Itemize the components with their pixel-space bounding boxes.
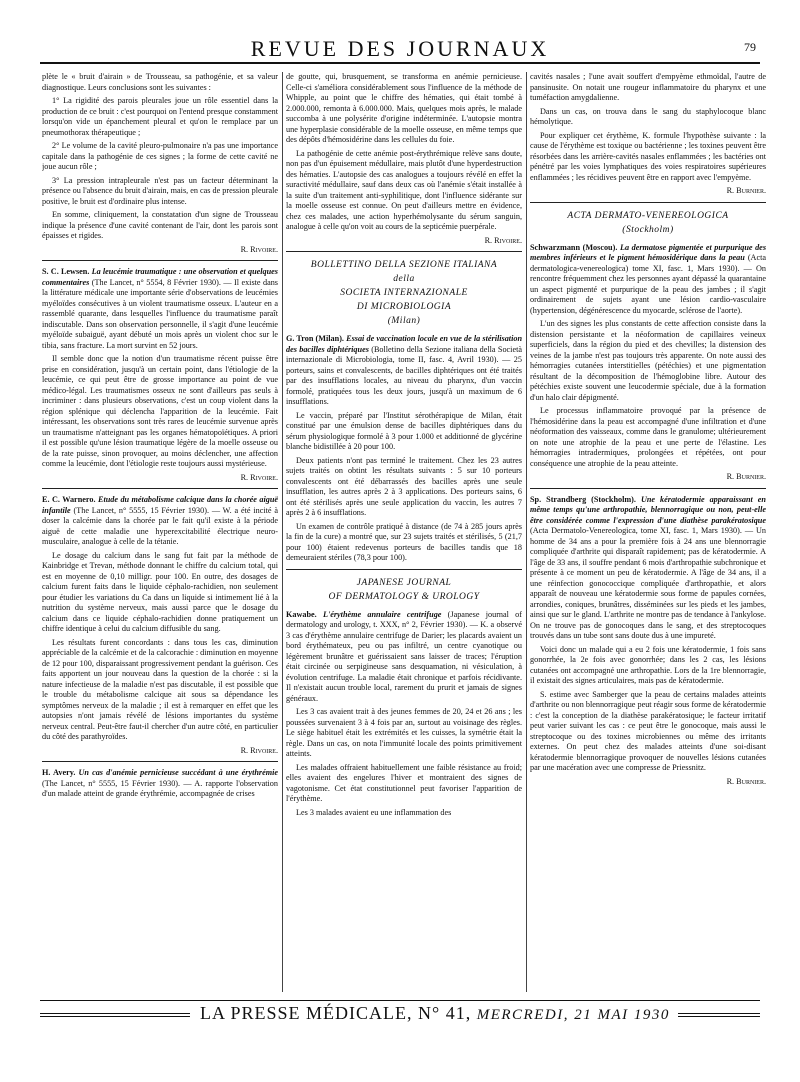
- signature: R. Rivoire.: [484, 235, 522, 245]
- signature: R. Burnier.: [726, 776, 766, 786]
- paragraph: plète le « bruit d'airain » de Trousseau, sa pathogénie, et sa valeur diagnostique. Leurs conclusions sont les suivantes :: [42, 72, 278, 92]
- article-title: Une kératodermie apparaissant en même temps qu'une arthropathie, blennorragique ou non, peut-elle être considérée comme l'expression d'une diathèse parakératosique: [530, 494, 766, 525]
- paragraph: S. estime avec Samberger que la peau de certains malades atteints d'arthrite ou non blennorragique peut réagir sous forme de kératodermie : c'est la conception de la diathèse parakératosique; le facteur irritatif peut varier suivant les cas : ce peut être le gonocoque, mais aussi le streptocoque ou des toxines microbiennes ou même des irritants externes. On peut chez des malades atteints d'une soi-disant kératodermie blennorragique provoquer de nouvelles lésions cutanées par une macération avec une compresse de Priessnitz.: [530, 689, 766, 772]
- paragraph: Les 3 cas avaient trait à des jeunes femmes de 20, 24 et 26 ans ; les poussées survenaient 3 à 4 fois par an, surtout au voisinage des règles. Le siège habituel était les extrémités et les cuisses, la symétrie était la règle. Dans un cas, on nota l'immunité locale des points primitivement atteints.: [286, 707, 522, 758]
- paragraph: cavités nasales ; l'une avait souffert d'empyème ethmoïdal, l'autre de pansinusite. On notait une rougeur inflammatoire du pharynx et une tuméfaction amygdalienne.: [530, 72, 766, 102]
- section-heading-bollettino: BOLLETTINO DELLA SEZIONE ITALIANA della SOCIETA INTERNAZIONALE DI MICROBIOLOGIA (Milan): [310, 260, 498, 326]
- article-divider: [42, 488, 278, 489]
- column-left: [42, 72, 278, 992]
- journal-section-title: REVUE DES JOURNAUX: [250, 36, 550, 61]
- column-middle: [286, 72, 522, 992]
- signature: R. Rivoire.: [240, 244, 278, 254]
- column-divider: [282, 72, 283, 992]
- footer-rule: [678, 1013, 760, 1017]
- article-lewsen: [42, 267, 278, 351]
- column-divider: [526, 72, 527, 992]
- article-author: Kawabe.: [286, 609, 317, 619]
- footer-issue-number: 41,: [445, 1003, 472, 1023]
- section-heading-japanese-journal: JAPANESE JOURNAL OF DERMATOLOGY & UROLOGY: [328, 577, 480, 602]
- paragraph: Il semble donc que la notion d'un traumatisme récent puisse être prise en considération, jusqu'à un certain point, dans l'étiologie de la leucémie, ce qui peut être de grosse importance au point de vue médico-légal. Les traumatismes osseux ne sont d'ailleurs pas seuls à incriminer : dans plusieurs observations, c'est un coup violent dans la région splénique qui déclencha l'apparition de la leucémie. Fait intéressant, les observations sont très rares de leucémie survenue après un traumatisme n'atteignant pas les organes hématopoïétiques. A priori il est possible qu'une lésion traumatique légère de la moelle osseuse ou de la rate puisse, sinon provoquer, au moins déclencher, une affection comme la leucémie, dont l'étiologie reste toujours aussi mystérieuse.: [42, 354, 278, 468]
- page-header: [40, 30, 760, 64]
- article-title: Un cas d'anémie pernicieuse succédant à une érythrémie: [78, 768, 278, 777]
- article-body: (Bolletino della Sezione italiana della Società internazionale di Microbiologia, tome II, fasc. 4, Avril 1930). — 25 porteurs, sains et convalescents, de bacilles diphtériques ont été traités par des insufflations locales, au niveau du pharynx, d'un vaccin formolé, pratiquées tous les deux jours, jusqu'à un maximum de 6 insufflations.: [286, 344, 522, 406]
- article-divider: [530, 488, 766, 489]
- paragraph: Deux patients n'ont pas terminé le traitement. Chez les 23 autres sujets traités on obtint les résultats suivants : 5 sur 10 porteurs convalescents ont été débarrassés des bacilles après une seule insufflation, les autres après 2 à 3 applications. Des porteurs sains, 6 ont été stérilisés après une seule application du vaccin, les autres 7 après 2 à 6 insufflations.: [286, 455, 522, 517]
- article-divider: [42, 260, 278, 261]
- article-body: (Japanese journal of dermatology and urology, t. XXX, n° 2, Février 1930). — K. a observé 3 cas d'érythème annulaire centrifuge de Darier; les placards avaient un bord érythémateux, peu ou pas infiltré, un centre cyanotique ou légèrement brunâtre et guérissaient sans laisser de traces; l'éruption était circinée ou serpigineuse sans desquamation, ni vésiculation, à évolution centrifuge. La maladie était chronique et parfois récidivante. Il n'existait aucun trouble local, rarement du prurit et jamais de signes généraux.: [286, 609, 522, 703]
- signature: R. Rivoire.: [240, 472, 278, 482]
- article-strandberg: [530, 495, 766, 642]
- paragraph: 2° Le volume de la cavité pleuro-pulmonaire n'a pas une importance capitale dans la pathogénie de ces signes ; la forme de cette cavité ne joue aucun rôle ;: [42, 141, 278, 171]
- article-title: La dermatose pigmentée et purpurique des membres inférieurs et le pigment hémosidérique dans la peau: [530, 242, 766, 262]
- article-author: Schwarzmann (Moscou).: [530, 242, 618, 252]
- paragraph: Voici donc un malade qui a eu 2 fois une kératodermie, 1 fois sans gonorrhée, la 2e fois avec gonorrhée; dans les 2 cas, les lésions cutanées ont accompagné une arthropathie. Lors de la 1re blennorragie, il existait des signes articulaires, mais pas de kératodermie.: [530, 644, 766, 685]
- footer-rule: [40, 1013, 190, 1017]
- page-footer: [40, 1000, 760, 1023]
- paragraph: Pour expliquer cet érythème, K. formule l'hypothèse suivante : la cause de l'érythème est toxique ou bactérienne ; les toxines peuvent être résorbées dans les arrière-cavités nasales enflammées ; les bactéries ont pénétré par les voies lymphatiques des voies respiratoires supérieures enflammées ; les récidives peuvent être en rapport avec l'empyème.: [530, 130, 766, 182]
- paragraph: Le vaccin, préparé par l'Institut sérothérapique de Milan, était constitué par une émulsion dense de bacilles diphtériques dans du sérum physiologique formolé à 3 pour 1.000 et additionné de glycérine blanche bidistillée à 20 pour 100.: [286, 410, 522, 451]
- article-author: S. C. Lewsen.: [42, 267, 90, 276]
- paragraph: Un examen de contrôle pratiqué à distance (de 74 à 285 jours après la fin de la cure) a montré que, sur 23 sujets traités et stérilisés, 5 (21,7 pour 100) étaient redevenus porteurs de bacilles tandis que 18 demeuraient stériles (78,3 pour 100).: [286, 521, 522, 562]
- paragraph: 3° La pression intrapleurale n'est pas un facteur déterminant la présence ou l'absence du bruit d'airain, mais, en cas de pression pleurale positive, le bruit est d'ordinaire plus intense.: [42, 175, 278, 206]
- section-divider: [286, 569, 522, 570]
- article-author: G. Tron (Milan).: [286, 334, 344, 343]
- article-author: E. C. Warnero.: [42, 495, 96, 504]
- article-body: (The Lancet, n° 5555, 15 Février 1930). — W. a été incité à doser la calcémie dans la chorée par le fait qu'il existe à la période aiguë de cette maladie une hyperexcitabilité électrique neuro-musculaire, analogue à celle de la tétanie.: [42, 505, 278, 546]
- footer-masthead: [200, 1003, 670, 1024]
- article-body: (Acta Dermatolo-Venereologica, tome XI, fasc. 1, Mars 1930). — Un homme de 34 ans a pour la première fois à 24 ans une blennorragie compliquée d'arthrite qui disparaît rapidement; pas de kératodermie. A l'âge de 33 ans, il souffre pendant 6 mois d'arthropathie subchronique et présente à ce moment un peu de kératodermie. A l'âge de 34 ans, il a une réinfection gonococcique compliquée d'arthropathie, et alors apparaît de nouveau une kératodermie sous forme de papules cornées, arrondies, coniques, brunâtres, disséminées sur les pieds et les jambes, ainsi que sur le gland. L'arthrite ne montre pas de tendance à l'ankylose. On ne trouve pas de gonocoques dans le sang, et des streptocoques trouvés dans un tube sont sans doute dus à une impureté.: [530, 526, 766, 640]
- paragraph: Les malades offraient habituellement une faible résistance au froid; elles avaient des engelures l'hiver et montraient des signes de vagotonisme. Cet état constitutionnel peut favoriser l'apparition de l'érythème.: [286, 762, 522, 803]
- page-number: 79: [744, 40, 756, 54]
- signature: R. Burnier.: [726, 472, 766, 481]
- article-avery: [42, 768, 278, 800]
- column-right: [530, 72, 766, 992]
- article-kawabe: [286, 610, 522, 705]
- section-divider: [286, 251, 522, 252]
- article-body: (The Lancet, n° 5555, 15 Février 1930). — A. rapporte l'observation d'un malade atteint de grande érythrémie, accompagnée de crises: [42, 778, 278, 798]
- paragraph: La pathogénie de cette anémie post-érythrémique relève sans doute, non pas d'un épuisement médullaire, mais plutôt d'une hyperdestruction des hématies. L'autopsie des cas analogues a toujours révélé en effet la suractivité médullaire, sauf dans deux cas où l'anémie s'était installée à la suite d'un traitement anti-syphilitique, dont l'influence sidérante sur la moelle osseuse est connue. On peut d'ailleurs mettre en évidence, chez ces malades, une action hyperhémolysante du sérum sanguin, analogue à celle qu'on voit au cours de la septicémie puerpérale.: [286, 148, 522, 231]
- article-body: (The Lancet, n° 5554, 8 Février 1930). — Il existe dans la littérature médicale une importante série d'observations de leucémies myéloïdes consécutives à un violent traumatisme osseux. L'auteur en a rassemblé quarante, dans lesquelles l'influence du traumatisme paraît indiscutable. Dans son observation personnelle, il s'agit d'une leucémie myéloïde subaiguë, ayant débuté un mois après un violent choc sur le tibia, sans fracture. La mort survint en 52 jours.: [42, 277, 278, 350]
- article-warnero: [42, 495, 278, 548]
- article-author: H. Avery.: [42, 768, 76, 777]
- article-title: Etude du métabolisme calcique dans la chorée aiguë infantile: [42, 495, 278, 515]
- paragraph: 1° La rigidité des parois pleurales joue un rôle essentiel dans la production de ce bruit : c'est pourquoi on l'entend presque constamment lorsqu'on vide un épanchement pleural et qu'on le remplace par un pneumothorax thérapeutique ;: [42, 96, 278, 137]
- section-divider: [530, 202, 766, 203]
- article-title: L'érythème annulaire centrifuge: [322, 609, 442, 619]
- paragraph: Dans un cas, on trouva dans le sang du staphylocoque blanc hémolytique.: [530, 106, 766, 126]
- paragraph: L'un des signes les plus constants de cette affection consiste dans la distension persistante et la néoformation de capillaires veineux superficiels, dans la région du pied et des chevilles; la distension des veines de la jambe n'est pas toujours très apparente. On note aussi des hémorragies cutanées interstitielles (pétéchies) et une pigmentation résultant de la décomposition de l'hémoglobine libre. Autour des pétéchies existe souvent une leucodermie spéciale, due à la formation d'un halo clair dépigmenté.: [530, 319, 766, 402]
- footer-journal-name: LA PRESSE MÉDICALE, N°: [200, 1003, 441, 1023]
- article-title: Essai de vaccination locale en vue de la stérilisation des bacilles diphtériques: [286, 334, 522, 354]
- footer-date: MERCREDI, 21 MAI 1930: [476, 1007, 670, 1023]
- signature: R. Burnier.: [726, 186, 766, 195]
- article-schwarzmann: [530, 243, 766, 317]
- section-heading-acta-dermato: ACTA DERMATO-VENEREOLOGICA (Stockholm): [567, 210, 729, 235]
- paragraph: En somme, cliniquement, la constatation d'un signe de Trousseau indique la présence d'une cavité contenant de l'air, dont les parois sont épaisses et rigides.: [42, 210, 278, 240]
- article-title: La leucémie traumatique : une observation et quelques commentaires: [42, 267, 278, 287]
- paragraph: Le processus inflammatoire provoqué par la présence de l'hémosidérine dans la peau est accompagné d'une infiltration et d'une néoformation des vaisseaux, comme dans le granulome; ultérieurement on note une atrophie de la peau et une perte de l'élastine. Les hémorragies intradermiques, prolongées et répétées, ont pour conséquence une atrophie de la peau atteinte.: [530, 406, 766, 468]
- paragraph: de goutte, qui, brusquement, se transforma en anémie pernicieuse. Celle-ci s'améliora considérablement sous l'influence de la méthode de Whipple, au point que le chiffre des hématies, qui était tombé à 2.000.000, remonta à 6.000.000. Mais, quelques mois après, le malade succomba à une polysérite d'origine indéterminée. L'autopsie montra une hyperplasie considérable de la moelle osseuse, en même temps que des dépôts d'hémosidérine dans les cellules du foie.: [286, 72, 522, 144]
- article-author: Sp. Strandberg (Stockholm).: [530, 494, 636, 504]
- paragraph: Les résultats furent concordants : dans tous les cas, diminution appréciable de la calcémie et de la calcorachie : diminution en moyenne de 12 pour 100, disparaissant progressivement pendant la guérison. Ces faits apportent un jour nouveau dans la question de la chorée : si la nature infectieuse de la maladie n'est pas discutable, il est possible que le trouble du métabolisme calcique ait sous sa dépendance les symptômes nerveux de la maladie ; il est à remarquer en effet que les autopsies n'ont jamais révélé de lésions importantes du système nerveux central. Peut-être faut-il chercher d'un autre côté, en particulier du côté des parathyroïdes.: [42, 637, 278, 741]
- signature: R. Rivoire.: [240, 745, 278, 755]
- article-body: (Acta dermatologica-venereologica) tome XI, fasc. 1, Mars 1930). — On rencontre fréquemment chez les personnes ayant dépassé la quarantaine un aspect pigmenté et purpurique de la peau des jambes ; il s'agit ordinairement de sujets ayant une lésion cardio-vasculaire (hypertension, dégénérescence du myocarde, sclérose de l'aorte).: [530, 253, 766, 315]
- paragraph: Le dosage du calcium dans le sang fut fait par la méthode de Kainbridge et Trevan, méthode donnant le chiffre du calcium total, qui est en moyenne de 0,10 milligr. pour 100. En outre, des dosages de calcium furent faits dans le liquide céphalo-rachidien, non seulement pour étudier les variations du Ca dans un liquide si intimement lié à la nutrition du système nerveux, mais aussi parce que le dosage du calcium dans ce liquide céphalo-rachidien donne pratiquement un chiffre identique à celui du calcium diffusible du sang.: [42, 550, 278, 633]
- paragraph: Les 3 malades avaient eu une inflammation des: [296, 807, 452, 817]
- article-divider: [42, 761, 278, 762]
- article-tron: [286, 334, 522, 408]
